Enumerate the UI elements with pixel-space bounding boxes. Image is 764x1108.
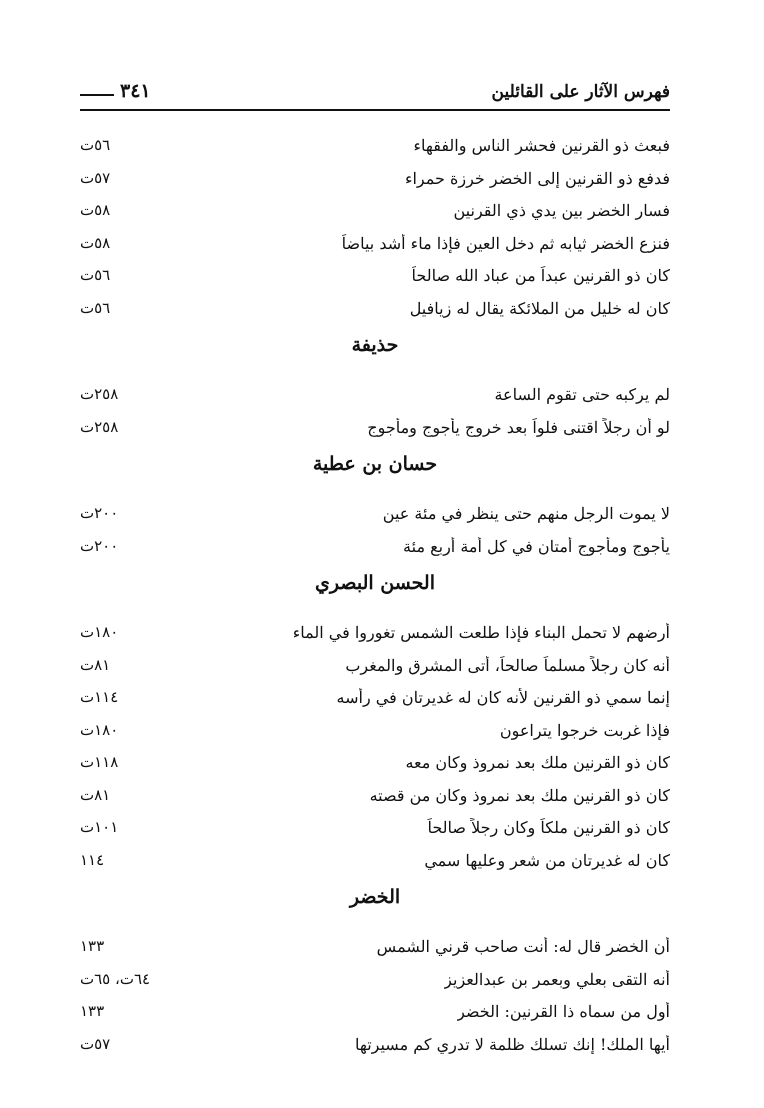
index-entry (80, 685, 670, 715)
entry-page-ref: ٥٧ت (80, 1034, 111, 1053)
index-entry (80, 967, 670, 997)
running-title: فهرس الآثار على القائلين (491, 82, 670, 102)
entry-page-ref: ٢٠٠ت (80, 504, 119, 522)
index-entry (80, 166, 670, 196)
entry-text: أنه التقى بعلي وبعمر بن عبدالعزيز (444, 969, 670, 989)
entry-text: أنه كان رجلاً مسلماً صالحاً، أتى المشرق والمغرب (345, 655, 670, 675)
index-entry (80, 415, 670, 445)
entry-text: أن الخضر قال له: أنت صاحب قرني الشمس (376, 937, 670, 956)
entry-text: فبعث ذو القرنين فحشر الناس والفقهاء (413, 136, 670, 155)
entry-page-ref: ٥٧ت (80, 168, 111, 187)
entry-page-ref: ١٠١ت (80, 818, 119, 836)
entry-text: كان له غديرتان من شعر وعليها سمي (424, 850, 670, 870)
index-entry (80, 934, 670, 964)
entry-text: لم يركبه حتى تقوم الساعة (494, 385, 670, 404)
index-entry (80, 848, 670, 878)
section-heading (80, 334, 670, 368)
entry-text: كان له خليل من الملائكة يقال له زيافيل (409, 298, 670, 318)
entry-text: يأجوج ومأجوج أمتان في كل أمة أربع مئة (403, 536, 670, 556)
index-entry (80, 501, 670, 531)
header-rule (80, 109, 670, 111)
entry-text: أول من سماه ذا القرنين: الخضر (457, 1002, 670, 1021)
index-entry (80, 296, 670, 326)
entry-text: فسار الخضر بين يدي ذي القرنين (453, 201, 670, 220)
entry-page-ref: ١١٤ت (80, 688, 119, 706)
section-heading (80, 572, 670, 606)
entry-text: أرضهم لا تحمل البناء فإذا طلعت الشمس تغوروا في الماء (292, 623, 670, 642)
index-entry (80, 133, 670, 163)
entry-text: كان ذو القرنين عبداً من عباد الله صالحاً (411, 266, 670, 285)
entry-page-ref: ٥٨ت (80, 201, 111, 219)
index-entry (80, 999, 670, 1029)
entry-page-ref: ١٨٠ت (80, 720, 119, 739)
header-dash (80, 94, 114, 96)
section-title: الحسن البصري (315, 572, 435, 594)
entry-page-ref: ١٣٣ (80, 1002, 105, 1020)
entry-page-ref: ١١٨ت (80, 753, 119, 771)
entry-page-ref: ٢٠٠ت (80, 536, 119, 555)
page-header (80, 78, 670, 110)
index-entry (80, 382, 670, 412)
entry-page-ref: ٨١ت (80, 655, 111, 674)
entry-page-ref: ٨١ت (80, 785, 111, 804)
index-entry (80, 750, 670, 780)
entry-text: أيها الملك! إنك تسلك ظلمة لا تدري كم مسيرتها (354, 1034, 670, 1054)
section-title: حذيفة (351, 334, 399, 356)
section-title: حسان بن عطية (312, 453, 438, 475)
entry-page-ref: ٥٨ت (80, 233, 111, 252)
section-heading (80, 886, 670, 920)
index-entry (80, 231, 670, 261)
entry-text: لا يموت الرجل منهم حتى ينظر في مئة عين (382, 504, 670, 523)
entry-text: إنما سمي ذو القرنين لأنه كان له غديرتان في رأسه (336, 688, 670, 707)
entry-page-ref: ١٣٣ (80, 937, 105, 955)
entry-text: كان ذو القرنين ملك بعد نمروذ وكان معه (405, 753, 670, 772)
index-entry (80, 718, 670, 748)
index-entry (80, 620, 670, 650)
entry-text: لو أن رجلاً اقتنى فلواً بعد خروج يأجوج ومأجوج (367, 417, 670, 437)
page-number: ٣٤١ (120, 80, 151, 102)
entry-text: فنزع الخضر ثيابه ثم دخل العين فإذا ماء أشد بياضاً (341, 233, 670, 253)
index-entry (80, 1032, 670, 1062)
entry-text: كان ذو القرنين ملك بعد نمروذ وكان من قصته (369, 785, 670, 805)
entry-page-ref: ١٨٠ت (80, 623, 119, 641)
index-entry (80, 263, 670, 293)
index-entry (80, 534, 670, 564)
index-entry (80, 653, 670, 683)
index-entry (80, 815, 670, 845)
section-title: الخضر (349, 886, 401, 908)
index-entry (80, 198, 670, 228)
index-entry (80, 783, 670, 813)
entry-page-ref: ٥٦ت (80, 266, 111, 284)
entry-page-ref: ٥٦ت (80, 136, 111, 154)
section-heading (80, 453, 670, 487)
entry-page-ref: ٦٤ت، ٦٥ت (80, 969, 151, 988)
entry-page-ref: ٢٥٨ت (80, 385, 119, 403)
entry-page-ref: ١١٤ (80, 850, 105, 869)
entry-text: فإذا غربت خرجوا يتراعون (499, 720, 670, 740)
entry-text: كان ذو القرنين ملكاً وكان رجلاً صالحاً (427, 818, 670, 837)
entry-page-ref: ٢٥٨ت (80, 417, 119, 436)
entry-page-ref: ٥٦ت (80, 298, 111, 317)
entry-text: فدفع ذو القرنين إلى الخضر خرزة حمراء (404, 168, 670, 188)
